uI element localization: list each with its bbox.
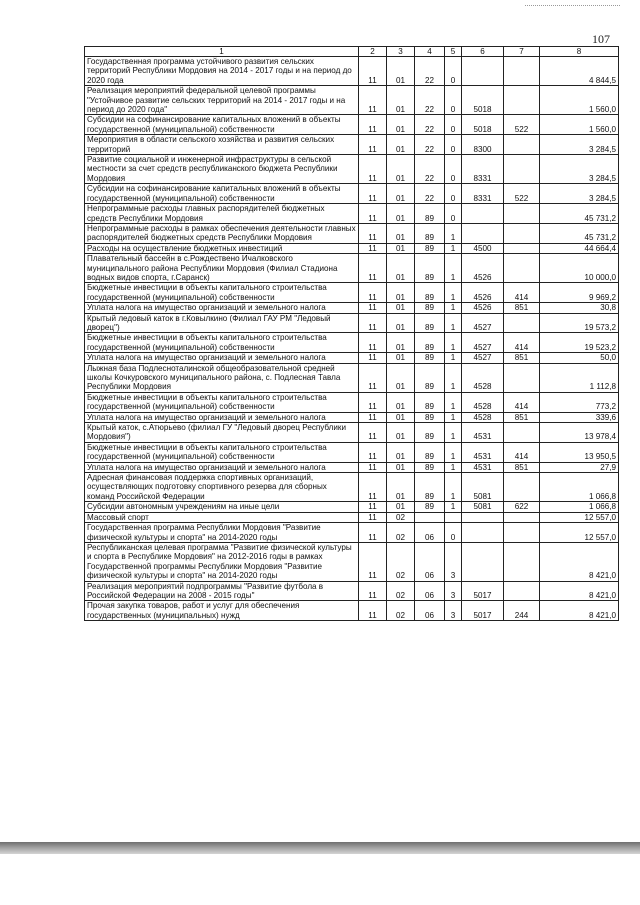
- code-item: 5017: [462, 601, 504, 621]
- code-item: 5081: [462, 502, 504, 512]
- code-section: 11: [359, 363, 387, 392]
- row-amount: 19 573,2: [540, 313, 619, 333]
- row-amount: 3 284,5: [540, 135, 619, 155]
- row-name: Непрограммные расходы в рамках обеспечения деятельности главных распорядителей бюджетных средств Республики Мордовия: [85, 223, 359, 243]
- code-subsection: 01: [387, 462, 415, 472]
- code-subsection: 01: [387, 473, 415, 502]
- code-subsection: 01: [387, 155, 415, 184]
- table-row: [85, 283, 619, 303]
- code-program: 06: [415, 601, 445, 621]
- code-expense-type: 414: [504, 283, 540, 303]
- code-subprogram: 3: [445, 542, 462, 581]
- code-subprogram: 1: [445, 363, 462, 392]
- row-amount: 45 731,2: [540, 223, 619, 243]
- code-section: 11: [359, 86, 387, 115]
- code-expense-type: [504, 473, 540, 502]
- table-body: [85, 57, 619, 621]
- code-item: 5017: [462, 581, 504, 601]
- row-name: Крытый каток, с.Атюрьево (филиал ГУ "Ледовый дворец Республики Мордовия"): [85, 423, 359, 443]
- row-amount: 27,9: [540, 462, 619, 472]
- code-subprogram: 0: [445, 115, 462, 135]
- table-row: [85, 333, 619, 353]
- row-amount: 19 523,2: [540, 333, 619, 353]
- row-amount: 13 978,4: [540, 423, 619, 443]
- row-amount: 1 066,8: [540, 473, 619, 502]
- code-subprogram: 0: [445, 204, 462, 224]
- code-subprogram: 0: [445, 184, 462, 204]
- row-amount: 339,6: [540, 412, 619, 422]
- code-item: [462, 204, 504, 224]
- code-program: 89: [415, 313, 445, 333]
- table-row: [85, 512, 619, 522]
- code-expense-type: 851: [504, 462, 540, 472]
- row-name: Плавательный бассейн в с.Рождествено Ичалковского муниципального района Республики Мордовия (Филиал Стадиона водных видов спорта, г.Саранск): [85, 254, 359, 283]
- code-subprogram: 0: [445, 135, 462, 155]
- code-program: 89: [415, 423, 445, 443]
- row-name: Массовый спорт: [85, 512, 359, 522]
- code-subsection: 01: [387, 303, 415, 313]
- code-subsection: 01: [387, 412, 415, 422]
- code-item: 4531: [462, 462, 504, 472]
- code-subsection: 01: [387, 313, 415, 333]
- code-section: 11: [359, 462, 387, 472]
- code-subsection: 01: [387, 243, 415, 253]
- table-row: [85, 57, 619, 86]
- code-expense-type: [504, 313, 540, 333]
- code-item: 4527: [462, 333, 504, 353]
- page-number: 107: [592, 32, 610, 46]
- code-subsection: 01: [387, 115, 415, 135]
- code-expense-type: [504, 57, 540, 86]
- code-subsection: 01: [387, 223, 415, 243]
- row-amount: 45 731,2: [540, 204, 619, 224]
- row-amount: 10 000,0: [540, 254, 619, 283]
- code-program: 89: [415, 502, 445, 512]
- row-name: Субсидии на софинансирование капитальных вложений в объекты государственной (муниципальной) собственности: [85, 184, 359, 204]
- code-section: 11: [359, 303, 387, 313]
- table-row: [85, 313, 619, 333]
- code-section: 11: [359, 223, 387, 243]
- code-item: 4526: [462, 254, 504, 283]
- code-program: 22: [415, 86, 445, 115]
- scan-mark: [525, 5, 620, 7]
- column-header-7: 7: [504, 47, 540, 57]
- table-row: [85, 363, 619, 392]
- column-header-2: 2: [359, 47, 387, 57]
- code-section: 11: [359, 353, 387, 363]
- table-row: [85, 462, 619, 472]
- table-row: [85, 523, 619, 543]
- code-subsection: 01: [387, 423, 415, 443]
- table-row: [85, 155, 619, 184]
- code-item: 4528: [462, 412, 504, 422]
- code-subsection: 02: [387, 523, 415, 543]
- row-amount: 44 664,4: [540, 243, 619, 253]
- table-header-row: [85, 47, 619, 57]
- code-program: 89: [415, 254, 445, 283]
- code-item: 4528: [462, 363, 504, 392]
- code-expense-type: 851: [504, 303, 540, 313]
- scan-edge-shadow: [0, 842, 640, 854]
- code-item: [462, 523, 504, 543]
- table-row: [85, 223, 619, 243]
- row-name: Государственная программа Республики Мордовия "Развитие физической культуры и спорта" на 2014-2020 годы: [85, 523, 359, 543]
- column-header-4: 4: [415, 47, 445, 57]
- row-name: Непрограммные расходы главных распорядителей бюджетных средств Республики Мордовия: [85, 204, 359, 224]
- row-name: Государственная программа устойчивого развития сельских территорий Республики Мордовия на 2014 - 2017 годы и на период до 2020 года: [85, 57, 359, 86]
- row-amount: 9 969,2: [540, 283, 619, 303]
- code-section: 11: [359, 512, 387, 522]
- row-amount: 12 557,0: [540, 512, 619, 522]
- code-section: 11: [359, 333, 387, 353]
- row-amount: 4 844,5: [540, 57, 619, 86]
- code-subsection: 02: [387, 601, 415, 621]
- row-amount: 3 284,5: [540, 184, 619, 204]
- table-row: [85, 254, 619, 283]
- code-subsection: 01: [387, 254, 415, 283]
- code-subprogram: 1: [445, 502, 462, 512]
- code-expense-type: [504, 243, 540, 253]
- row-name: Мероприятия в области сельского хозяйства и развития сельских территорий: [85, 135, 359, 155]
- budget-table: [84, 46, 619, 621]
- code-section: 11: [359, 412, 387, 422]
- table-row: [85, 412, 619, 422]
- code-program: [415, 512, 445, 522]
- code-subsection: 01: [387, 184, 415, 204]
- code-expense-type: 522: [504, 184, 540, 204]
- row-amount: 3 284,5: [540, 155, 619, 184]
- row-name: Бюджетные инвестиции в объекты капитального строительства государственной (муниципальной) собственности: [85, 392, 359, 412]
- code-expense-type: [504, 542, 540, 581]
- code-expense-type: 522: [504, 115, 540, 135]
- row-name: Уплата налога на имущество организаций и земельного налога: [85, 303, 359, 313]
- code-section: 11: [359, 204, 387, 224]
- code-expense-type: [504, 423, 540, 443]
- table-row: [85, 542, 619, 581]
- table-row: [85, 184, 619, 204]
- code-item: 4526: [462, 303, 504, 313]
- code-expense-type: 414: [504, 333, 540, 353]
- code-program: 06: [415, 581, 445, 601]
- table-row: [85, 502, 619, 512]
- row-name: Бюджетные инвестиции в объекты капитального строительства государственной (муниципальной) собственности: [85, 333, 359, 353]
- code-program: 89: [415, 243, 445, 253]
- code-section: 11: [359, 254, 387, 283]
- row-amount: 1 560,0: [540, 115, 619, 135]
- code-subprogram: 1: [445, 283, 462, 303]
- code-subprogram: 1: [445, 462, 462, 472]
- row-amount: 1 112,8: [540, 363, 619, 392]
- code-subsection: 01: [387, 204, 415, 224]
- table-row: [85, 303, 619, 313]
- table-row: [85, 442, 619, 462]
- code-subsection: 01: [387, 502, 415, 512]
- table-row: [85, 86, 619, 115]
- code-item: [462, 542, 504, 581]
- code-subsection: 02: [387, 581, 415, 601]
- row-name: Субсидии автономным учреждениям на иные цели: [85, 502, 359, 512]
- code-subsection: 01: [387, 442, 415, 462]
- code-expense-type: [504, 523, 540, 543]
- code-expense-type: 414: [504, 442, 540, 462]
- code-subprogram: 1: [445, 303, 462, 313]
- table-row: [85, 601, 619, 621]
- code-section: 11: [359, 57, 387, 86]
- row-name: Уплата налога на имущество организаций и земельного налога: [85, 412, 359, 422]
- code-subprogram: 1: [445, 223, 462, 243]
- code-item: 8300: [462, 135, 504, 155]
- code-expense-type: [504, 581, 540, 601]
- table-row: [85, 204, 619, 224]
- code-subprogram: 3: [445, 601, 462, 621]
- code-subprogram: 0: [445, 523, 462, 543]
- code-subsection: 01: [387, 392, 415, 412]
- table-row: [85, 243, 619, 253]
- code-program: 89: [415, 353, 445, 363]
- code-expense-type: 851: [504, 353, 540, 363]
- row-name: Развитие социальной и инженерной инфраструктуры в сельской местности за счет средств республиканского бюджета Республики Мордовия: [85, 155, 359, 184]
- code-section: 11: [359, 392, 387, 412]
- row-name: Бюджетные инвестиции в объекты капитального строительства государственной (муниципальной) собственности: [85, 442, 359, 462]
- code-subsection: 01: [387, 353, 415, 363]
- code-subprogram: 1: [445, 313, 462, 333]
- code-program: 06: [415, 542, 445, 581]
- row-amount: 1 560,0: [540, 86, 619, 115]
- row-name: Адресная финансовая поддержка спортивных организаций, осуществляющих подготовку спортивного резерва для сборных команд Российской Федерации: [85, 473, 359, 502]
- table-row: [85, 135, 619, 155]
- code-expense-type: [504, 135, 540, 155]
- code-subsection: 01: [387, 135, 415, 155]
- column-header-6: 6: [462, 47, 504, 57]
- code-expense-type: 851: [504, 412, 540, 422]
- row-name: Лыжная база Подлесноталинской общеобразовательной средней школы Кочкуровского муниципального района, с. Подлесная Тавла Республики Мордовия: [85, 363, 359, 392]
- row-amount: 1 066,8: [540, 502, 619, 512]
- code-item: 5081: [462, 473, 504, 502]
- code-section: 11: [359, 115, 387, 135]
- code-program: 89: [415, 473, 445, 502]
- row-name: Прочая закупка товаров, работ и услуг для обеспечения государственных (муниципальных) нужд: [85, 601, 359, 621]
- row-amount: 8 421,0: [540, 542, 619, 581]
- code-subsection: 01: [387, 333, 415, 353]
- code-expense-type: [504, 223, 540, 243]
- row-amount: 50,0: [540, 353, 619, 363]
- code-program: 89: [415, 392, 445, 412]
- code-item: 5018: [462, 115, 504, 135]
- code-expense-type: [504, 155, 540, 184]
- code-subprogram: [445, 512, 462, 522]
- code-subprogram: 1: [445, 423, 462, 443]
- code-section: 11: [359, 542, 387, 581]
- code-item: [462, 223, 504, 243]
- code-section: 11: [359, 135, 387, 155]
- code-section: 11: [359, 502, 387, 512]
- code-item: 5018: [462, 86, 504, 115]
- row-name: Реализация мероприятий федеральной целевой программы "Устойчивое развитие сельских территорий на 2014 - 2017 годы и на период до 2020 года": [85, 86, 359, 115]
- code-program: 89: [415, 223, 445, 243]
- table-row: [85, 581, 619, 601]
- table-row: [85, 423, 619, 443]
- column-header-1: 1: [85, 47, 359, 57]
- code-section: 11: [359, 581, 387, 601]
- code-subprogram: 1: [445, 392, 462, 412]
- code-program: 22: [415, 155, 445, 184]
- code-item: 4531: [462, 442, 504, 462]
- code-expense-type: 622: [504, 502, 540, 512]
- row-name: Уплата налога на имущество организаций и земельного налога: [85, 462, 359, 472]
- code-subprogram: 0: [445, 86, 462, 115]
- table-row: [85, 473, 619, 502]
- code-program: 22: [415, 115, 445, 135]
- table-row: [85, 353, 619, 363]
- code-expense-type: 244: [504, 601, 540, 621]
- code-program: 89: [415, 363, 445, 392]
- code-program: 06: [415, 523, 445, 543]
- code-expense-type: [504, 254, 540, 283]
- code-item: 4527: [462, 353, 504, 363]
- code-item: [462, 57, 504, 86]
- code-section: 11: [359, 243, 387, 253]
- code-program: 89: [415, 442, 445, 462]
- code-item: 4527: [462, 313, 504, 333]
- code-program: 89: [415, 204, 445, 224]
- code-item: 4526: [462, 283, 504, 303]
- code-section: 11: [359, 283, 387, 303]
- code-subsection: 02: [387, 512, 415, 522]
- row-amount: 8 421,0: [540, 601, 619, 621]
- row-name: Субсидии на софинансирование капитальных вложений в объекты государственной (муниципальной) собственности: [85, 115, 359, 135]
- code-section: 11: [359, 523, 387, 543]
- table-row: [85, 115, 619, 135]
- code-subprogram: 0: [445, 155, 462, 184]
- code-item: 8331: [462, 184, 504, 204]
- code-section: 11: [359, 601, 387, 621]
- code-subsection: 02: [387, 542, 415, 581]
- code-subprogram: 3: [445, 581, 462, 601]
- row-amount: 8 421,0: [540, 581, 619, 601]
- code-expense-type: 414: [504, 392, 540, 412]
- code-program: 22: [415, 135, 445, 155]
- code-section: 11: [359, 184, 387, 204]
- code-subprogram: 1: [445, 353, 462, 363]
- code-program: 22: [415, 184, 445, 204]
- code-subprogram: 1: [445, 243, 462, 253]
- row-amount: 13 950,5: [540, 442, 619, 462]
- code-expense-type: [504, 363, 540, 392]
- code-subprogram: 1: [445, 442, 462, 462]
- code-item: 4528: [462, 392, 504, 412]
- code-program: 89: [415, 333, 445, 353]
- code-section: 11: [359, 313, 387, 333]
- row-amount: 773,2: [540, 392, 619, 412]
- code-section: 11: [359, 423, 387, 443]
- table-row: [85, 392, 619, 412]
- row-name: Реализация мероприятий подпрограммы "Развитие футбола в Российской Федерации на 2008 - 2015 годы": [85, 581, 359, 601]
- row-name: Расходы на осуществление бюджетных инвестиций: [85, 243, 359, 253]
- row-amount: 30,8: [540, 303, 619, 313]
- code-subsection: 01: [387, 283, 415, 303]
- row-name: Бюджетные инвестиции в объекты капитального строительства государственной (муниципальной) собственности: [85, 283, 359, 303]
- code-subsection: 01: [387, 57, 415, 86]
- code-subprogram: 1: [445, 333, 462, 353]
- column-header-3: 3: [387, 47, 415, 57]
- row-name: Республиканская целевая программа "Развитие физической культуры и спорта в Республике Мордовия" на 2012-2016 годы в рамках Государственной программы Республики Мордовия "Развитие физической культуры и спорта" на 2014-2020 годы: [85, 542, 359, 581]
- code-subprogram: 1: [445, 412, 462, 422]
- code-item: [462, 512, 504, 522]
- code-program: 89: [415, 283, 445, 303]
- code-item: 4500: [462, 243, 504, 253]
- code-section: 11: [359, 442, 387, 462]
- code-subsection: 01: [387, 86, 415, 115]
- row-name: Крытый ледовый каток в г.Ковылкино (Филиал ГАУ РМ "Ледовый дворец"): [85, 313, 359, 333]
- code-subprogram: 1: [445, 254, 462, 283]
- code-subprogram: 1: [445, 473, 462, 502]
- code-program: 22: [415, 57, 445, 86]
- code-expense-type: [504, 86, 540, 115]
- code-item: 4531: [462, 423, 504, 443]
- code-subsection: 01: [387, 363, 415, 392]
- code-program: 89: [415, 462, 445, 472]
- row-amount: 12 557,0: [540, 523, 619, 543]
- code-expense-type: [504, 204, 540, 224]
- code-program: 89: [415, 412, 445, 422]
- code-program: 89: [415, 303, 445, 313]
- column-header-8: 8: [540, 47, 619, 57]
- row-name: Уплата налога на имущество организаций и земельного налога: [85, 353, 359, 363]
- code-section: 11: [359, 155, 387, 184]
- column-header-5: 5: [445, 47, 462, 57]
- code-subprogram: 0: [445, 57, 462, 86]
- code-item: 8331: [462, 155, 504, 184]
- code-section: 11: [359, 473, 387, 502]
- code-expense-type: [504, 512, 540, 522]
